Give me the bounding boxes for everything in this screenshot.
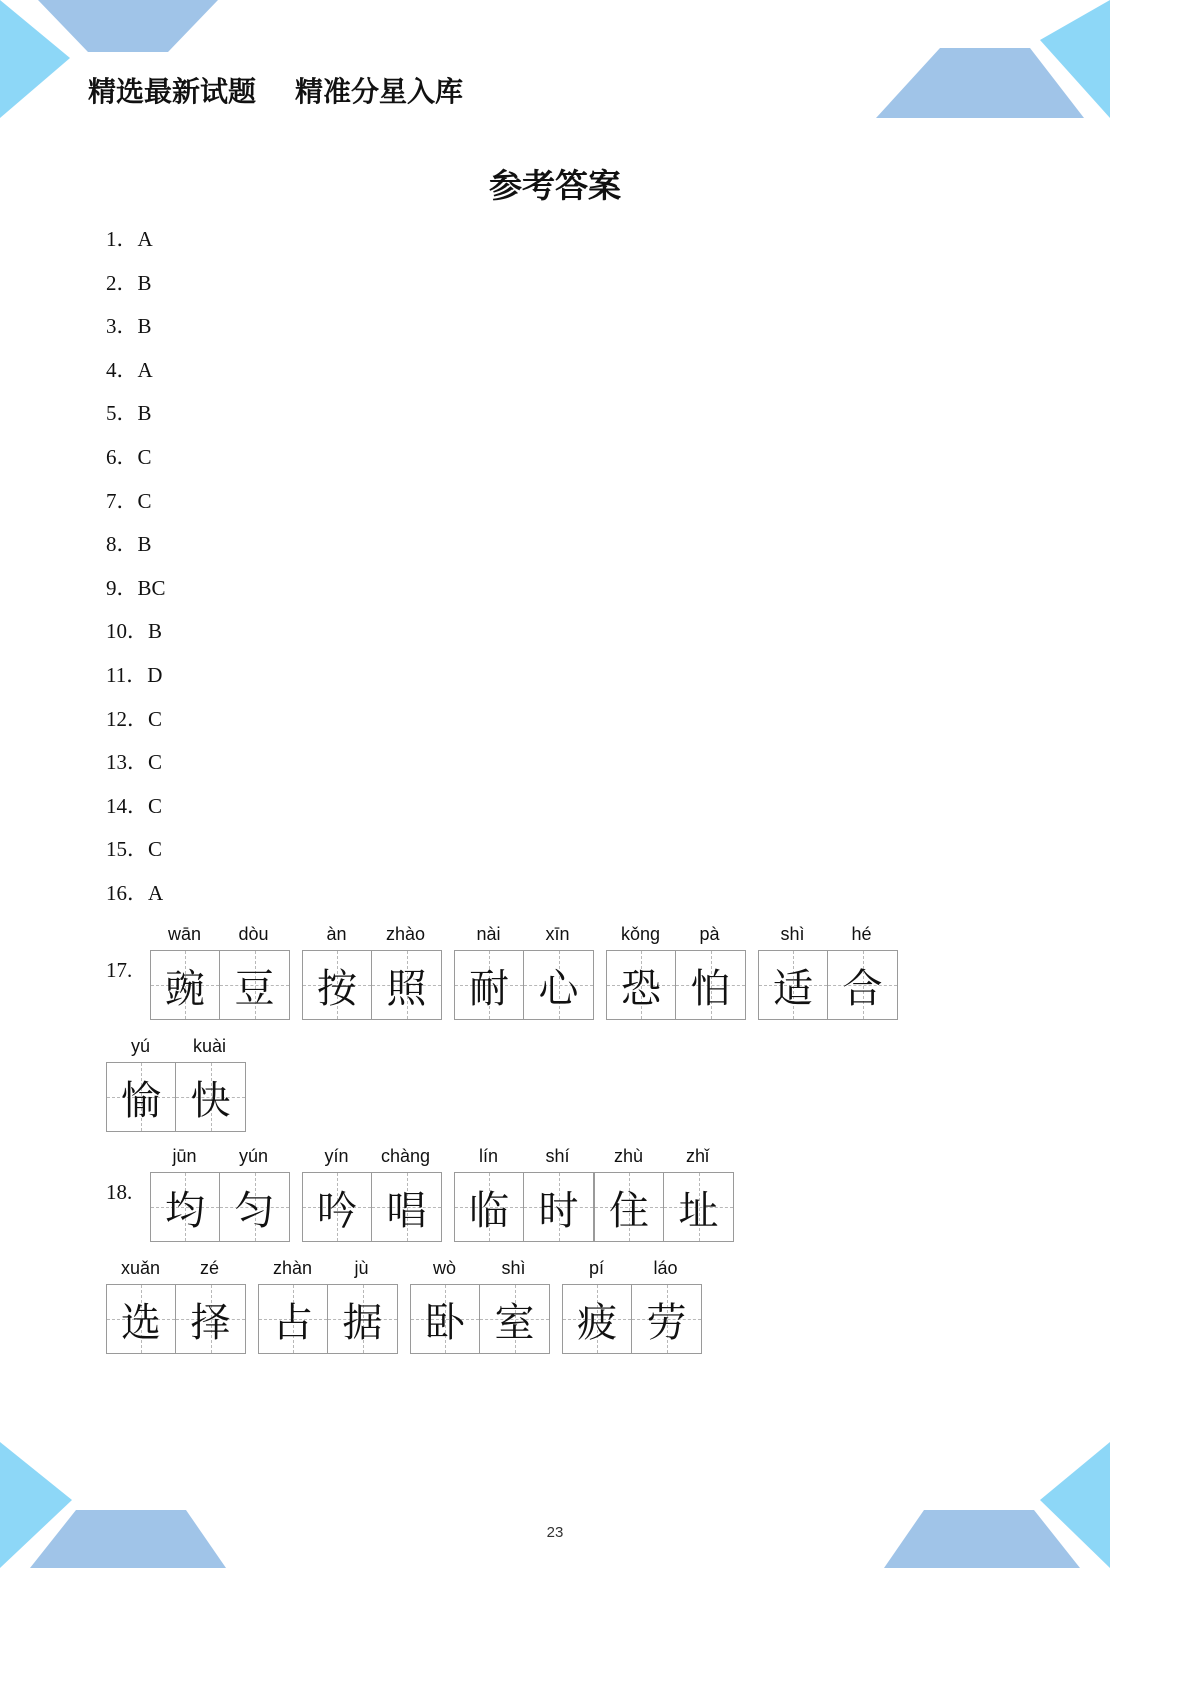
character-box xyxy=(107,1285,176,1353)
character-box xyxy=(664,1173,733,1241)
answer-number: 8． xyxy=(106,532,138,557)
pinyin-line xyxy=(594,1140,734,1172)
character: 时 xyxy=(538,1187,579,1234)
pinyin-word xyxy=(562,1252,702,1354)
character-box xyxy=(220,951,289,1019)
character: 匀 xyxy=(234,1187,275,1234)
pinyin-line xyxy=(150,1140,290,1172)
pinyin-syllable: zhǐ xyxy=(685,1146,709,1166)
pinyin-syllable: shì xyxy=(501,1258,526,1278)
character: 怕 xyxy=(690,965,731,1012)
corner-decoration-top xyxy=(0,0,1110,130)
character-box xyxy=(372,1173,441,1241)
character: 卧 xyxy=(425,1299,465,1346)
answer-item xyxy=(106,703,166,747)
pinyin-syllable: lín xyxy=(478,1146,498,1166)
tianzige-grid xyxy=(606,950,746,1020)
character: 劳 xyxy=(646,1299,687,1346)
tianzige-grid xyxy=(106,1062,246,1132)
pinyin-syllable: àn xyxy=(326,924,347,944)
tianzige-grid xyxy=(562,1284,702,1354)
tianzige-grid xyxy=(258,1284,398,1354)
pinyin-syllable: pà xyxy=(699,924,720,944)
character: 吟 xyxy=(317,1187,357,1234)
pinyin-word xyxy=(106,1252,246,1354)
deco-trapezoid-top-left xyxy=(38,0,218,52)
character-box xyxy=(303,951,372,1019)
pinyin-line xyxy=(106,1030,246,1062)
answer-number: 7． xyxy=(106,488,138,513)
pinyin-line xyxy=(410,1252,550,1284)
page-number: 23 xyxy=(546,1524,564,1541)
pinyin-syllable: zhàn xyxy=(272,1258,313,1278)
pinyin-word xyxy=(258,1252,398,1354)
pinyin-word xyxy=(454,1140,594,1242)
character-box xyxy=(176,1063,245,1131)
answer-item xyxy=(106,354,166,398)
answer-number: 12． xyxy=(106,706,148,731)
answer-item xyxy=(106,223,166,267)
pinyin-syllable: pí xyxy=(588,1258,604,1278)
question-18-row-1 xyxy=(150,1140,746,1242)
question-18-row-2 xyxy=(106,1252,714,1354)
pinyin-syllable: yú xyxy=(130,1036,150,1056)
answer-number: 1． xyxy=(106,227,138,251)
answer-value: B xyxy=(137,270,152,295)
answer-item xyxy=(106,267,166,311)
character-box xyxy=(220,1173,289,1241)
character: 快 xyxy=(190,1077,231,1124)
answer-item xyxy=(106,615,166,659)
question-17-label: 17. xyxy=(106,958,133,982)
tianzige-grid xyxy=(454,950,594,1020)
pinyin-line xyxy=(150,918,290,950)
tianzige-grid xyxy=(106,1284,246,1354)
pinyin-syllable: jù xyxy=(354,1258,369,1278)
pinyin-syllable: kǒng xyxy=(620,924,661,944)
character: 住 xyxy=(609,1187,649,1234)
character-box xyxy=(259,1285,328,1353)
pinyin-line xyxy=(106,1252,246,1284)
answer-item xyxy=(106,485,166,529)
character-box xyxy=(303,1173,372,1241)
character-box xyxy=(455,951,524,1019)
character: 豆 xyxy=(234,965,275,1012)
answer-number: 3． xyxy=(106,314,138,339)
character: 按 xyxy=(317,965,357,1012)
answer-number: 14． xyxy=(106,793,148,818)
character: 选 xyxy=(121,1299,161,1346)
character-box xyxy=(524,1173,593,1241)
pinyin-syllable: láo xyxy=(653,1258,678,1278)
answer-number: 5． xyxy=(106,401,138,426)
character-box xyxy=(524,951,593,1019)
character-box xyxy=(151,1173,220,1241)
character-box xyxy=(176,1285,245,1353)
answer-item xyxy=(106,397,166,441)
corner-decoration-bottom xyxy=(0,1438,1110,1568)
pinyin-syllable: zhào xyxy=(385,924,426,944)
answer-value: C xyxy=(148,793,163,818)
answer-value: C xyxy=(148,837,163,862)
pinyin-word xyxy=(606,918,746,1020)
character: 据 xyxy=(342,1299,383,1346)
pinyin-line xyxy=(454,918,594,950)
tianzige-grid xyxy=(150,950,290,1020)
header-slogan: 精选最新试题 精准分星入库 xyxy=(88,75,463,108)
pinyin-syllable: hé xyxy=(851,924,872,944)
tianzige-grid xyxy=(758,950,898,1020)
character-box xyxy=(411,1285,480,1353)
pinyin-line xyxy=(454,1140,594,1172)
character: 临 xyxy=(469,1187,509,1234)
pinyin-line xyxy=(606,918,746,950)
pinyin-syllable: zé xyxy=(199,1258,219,1278)
pinyin-word xyxy=(302,1140,442,1242)
answer-number: 9． xyxy=(106,575,138,600)
character: 疲 xyxy=(577,1299,617,1346)
character: 恐 xyxy=(621,965,661,1012)
pinyin-syllable: zhù xyxy=(613,1146,644,1166)
answer-value: B xyxy=(148,619,163,644)
pinyin-syllable: shì xyxy=(780,924,805,944)
pinyin-syllable: wān xyxy=(167,924,202,944)
answer-item xyxy=(106,877,166,921)
character-box xyxy=(455,1173,524,1241)
answer-item xyxy=(106,572,166,616)
answer-number: 6． xyxy=(106,444,138,469)
answer-item xyxy=(106,310,166,354)
pinyin-word xyxy=(410,1252,550,1354)
character-box xyxy=(372,951,441,1019)
pinyin-word xyxy=(594,1140,734,1242)
answer-value: A xyxy=(137,227,153,251)
character-box xyxy=(759,951,828,1019)
character: 址 xyxy=(678,1187,719,1234)
character: 均 xyxy=(165,1187,205,1234)
character-box xyxy=(632,1285,701,1353)
pinyin-syllable: shí xyxy=(545,1146,570,1166)
pinyin-word xyxy=(150,1140,290,1242)
character: 适 xyxy=(773,965,813,1012)
answer-list xyxy=(106,223,166,921)
character: 愉 xyxy=(121,1077,161,1124)
pinyin-line xyxy=(258,1252,398,1284)
pinyin-syllable: chàng xyxy=(380,1146,431,1166)
answer-item xyxy=(106,528,166,572)
pinyin-syllable: dòu xyxy=(238,924,269,944)
tianzige-grid xyxy=(454,1172,594,1242)
character: 唱 xyxy=(386,1187,427,1234)
character-box xyxy=(151,951,220,1019)
character: 合 xyxy=(842,965,883,1012)
answer-value: C xyxy=(148,750,163,775)
pinyin-line xyxy=(562,1252,702,1284)
page-title: 参考答案 xyxy=(489,166,621,205)
character-box xyxy=(595,1173,664,1241)
pinyin-line xyxy=(758,918,898,950)
answer-number: 2． xyxy=(106,270,138,295)
answer-number: 13． xyxy=(106,750,148,775)
pinyin-word xyxy=(106,1030,246,1132)
answer-value: BC xyxy=(137,575,166,600)
answer-number: 11． xyxy=(106,662,148,687)
answer-item xyxy=(106,659,166,703)
pinyin-word xyxy=(302,918,442,1020)
pinyin-word xyxy=(758,918,898,1020)
pinyin-syllable: nài xyxy=(476,924,501,944)
answer-value: A xyxy=(137,357,153,382)
answer-number: 10． xyxy=(106,619,148,644)
answer-value: B xyxy=(137,314,152,339)
answer-value: C xyxy=(148,706,163,731)
character: 室 xyxy=(494,1299,535,1346)
character: 耐 xyxy=(469,965,509,1012)
answer-item xyxy=(106,441,166,485)
character-box xyxy=(607,951,676,1019)
character: 择 xyxy=(190,1299,231,1346)
tianzige-grid xyxy=(302,1172,442,1242)
pinyin-syllable: xīn xyxy=(545,924,570,944)
question-17-row-2 xyxy=(106,1030,258,1132)
pinyin-syllable: kuài xyxy=(192,1036,227,1056)
character-box xyxy=(480,1285,549,1353)
pinyin-syllable: jūn xyxy=(172,1146,197,1166)
pinyin-line xyxy=(302,918,442,950)
tianzige-grid xyxy=(410,1284,550,1354)
tianzige-grid xyxy=(150,1172,290,1242)
deco-trapezoid-top-right xyxy=(876,48,1084,118)
pinyin-syllable: yún xyxy=(238,1146,269,1166)
answer-number: 4． xyxy=(106,357,138,382)
answer-item xyxy=(106,790,166,834)
character-box xyxy=(828,951,897,1019)
character: 照 xyxy=(386,965,427,1012)
character-box xyxy=(676,951,745,1019)
question-18-label: 18. xyxy=(106,1180,133,1204)
answer-value: A xyxy=(148,880,164,905)
answer-item xyxy=(106,746,166,790)
pinyin-syllable: yín xyxy=(324,1146,349,1166)
answer-number: 15． xyxy=(106,837,148,862)
answer-value: C xyxy=(137,444,152,469)
character-box xyxy=(328,1285,397,1353)
character-box xyxy=(563,1285,632,1353)
character: 豌 xyxy=(165,965,205,1012)
pinyin-line xyxy=(302,1140,442,1172)
pinyin-syllable: xuǎn xyxy=(120,1258,161,1278)
character: 占 xyxy=(273,1299,313,1346)
tianzige-grid xyxy=(302,950,442,1020)
pinyin-word xyxy=(150,918,290,1020)
answer-value: B xyxy=(137,532,152,557)
pinyin-word xyxy=(454,918,594,1020)
answer-value: C xyxy=(137,488,152,513)
pinyin-syllable: wò xyxy=(432,1258,456,1278)
question-17-row-1 xyxy=(150,918,910,1020)
answer-number: 16． xyxy=(106,880,148,905)
tianzige-grid xyxy=(594,1172,734,1242)
answer-value: B xyxy=(137,401,152,426)
answer-item xyxy=(106,833,166,877)
answer-value: D xyxy=(147,662,163,687)
character: 心 xyxy=(538,965,579,1012)
character-box xyxy=(107,1063,176,1131)
